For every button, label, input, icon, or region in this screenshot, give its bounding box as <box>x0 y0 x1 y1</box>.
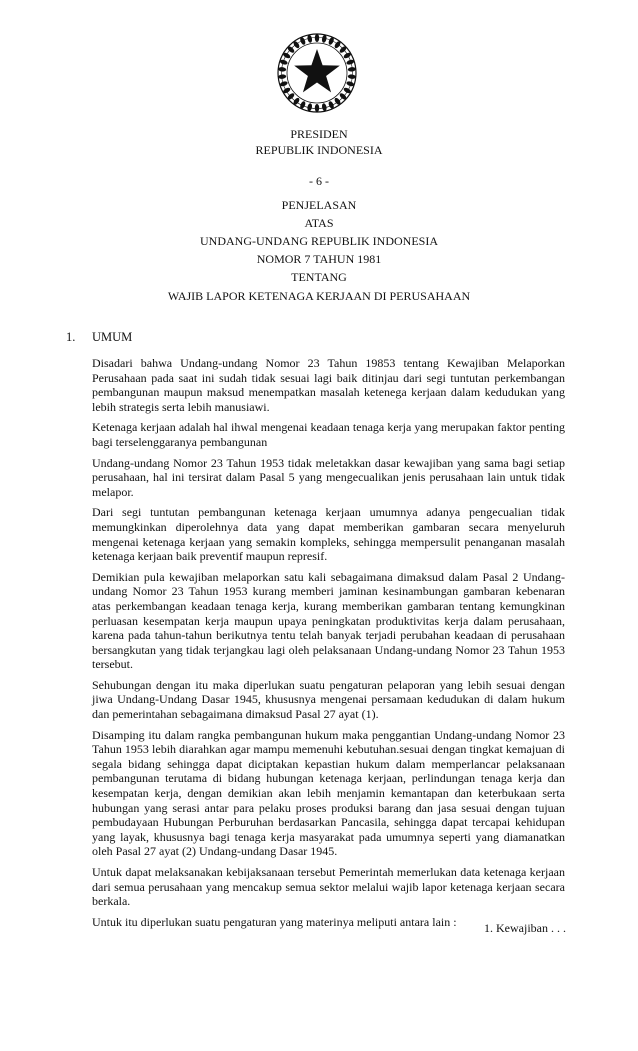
paragraph: Sehubungan dengan itu maka diperlukan suatu pengaturan pelaporan yang lebih sesuai dengan jiwa Undang-Undang Dasar 1945, khususnya mengenai persamaan kedudukan di dalam hukum dan pemerintahan sebagaimana dimaksud Pasal 27 ayat (1). <box>92 677 565 722</box>
page-number: - 6 - <box>309 174 329 188</box>
title-undang-undang: UNDANG-UNDANG REPUBLIK INDONESIA <box>200 234 438 248</box>
title-atas: ATAS <box>304 216 334 230</box>
paragraph: Disadari bahwa Undang-undang Nomor 23 Tahun 19853 tentang Kewajiban Melaporkan Perusahaan pada saat ini sudah tidak sesuai lagi baik ditinjau dari segi tuntutan perkembangan pembangunan maupun maksud menempatkan masalah ketenega kerjaan dalam kedudukan yang lebih strategis serta lebih manusiawi. <box>92 356 565 414</box>
page-continuation: 1. Kewajiban . . . <box>484 921 566 935</box>
presidential-emblem-icon <box>276 32 358 114</box>
paragraph: Untuk itu diperlukan suatu pengaturan yang materinya meliputi antara lain : <box>92 914 457 929</box>
paragraph: Undang-undang Nomor 23 Tahun 1953 tidak meletakkan dasar kewajiban yang sama bagi setiap perusahaan, hal ini tersirat dalam Pasal 5 yang mengecualikan jenis perusahaan lain untuk tidak melapor. <box>92 455 565 499</box>
header-republik-indonesia: REPUBLIK INDONESIA <box>255 143 383 157</box>
section-number: 1. <box>66 330 76 344</box>
title-nomor: NOMOR 7 TAHUN 1981 <box>256 252 382 266</box>
paragraph: Untuk dapat melaksanakan kebijaksanaan tersebut Pemerintah memerlukan data ketenaga kerjaan dari semua perusahaan yang mencakup semua sektor melalui wajib lapor ketenaga kerjaan secara berkala. <box>92 865 565 909</box>
section-body <box>92 356 565 935</box>
paragraph: Demikian pula kewajiban melaporkan satu kali sebagaimana dimaksud dalam Pasal 2 Undang-undang Nomor 23 Tahun 1953 kurang memberi jaminan kesinambungan gambaran kebenaran atas perkembangan keadaan tenaga kerja, kurang memberikan gambaran tentang kemungkinan perluasan kesempatan kerja maupun upaya peningkatan produktivitas kerja dalam perusahaan, karena pada tahun-tahun berikutnya tentu telah banyak terjadi perubahan keadaan di perusahaan bersangkutan yang tidak terjangkau lagi oleh pelaksanaan Undang-undang Nomor 23 Tahun 1953 tersebut. <box>92 569 565 672</box>
paragraph: Ketenaga kerjaan adalah hal ihwal mengenai keadaan tenaga kerja yang merupakan faktor penting bagi terselenggaranya pembangunan <box>92 420 565 449</box>
paragraph: Disamping itu dalam rangka pembangunan hukum maka penggantian Undang-undang Nomor 23 Tahun 1953 lebih diarahkan agar mampu memenuhi kebutuhan.sesuai dengan tingkat kemajuan di segala bidang sehingga dapat diciptakan kepastian hukum dalam memperlancar pelaksanaan pembangunan terutama di bidang hubungan ketenaga kerjaan, perlindungan tenaga kerja dan kesempatan kerja, dengan demikian akan lebih menjamin kemantapan dan keterbukaan serta hubungan yang serasi antar para pelaku proses produksi barang dan jasa sesuai dengan tujuan pembudayaan Hubungan Perburuhan berdasarkan Pancasila, sehingga dapat tercapai kehidupan yang layak, khususnya bagi tenaga kerja masyarakat pada umumnya seperti yang diamanatkan oleh Pasal 27 ayat (2) Undang-undang Dasar 1945. <box>92 727 565 859</box>
section-heading: UMUM <box>92 330 133 344</box>
header-presiden: PRESIDEN <box>290 127 348 141</box>
paragraph: Dari segi tuntutan pembangunan ketenaga kerjaan umumnya adanya pengecualian tidak memungkinkan diperolehnya data yang dapat memberikan gambaran secara menyeluruh mengenai ketenaga kerjaan yang semakin kompleks, sehingga mempersulit penanganan masalah ketenaga kerjaan baik preventif maupun represif. <box>92 505 565 564</box>
title-tentang: TENTANG <box>291 270 347 284</box>
title-penjelasan: PENJELASAN <box>281 198 357 212</box>
title-subject: WAJIB LAPOR KETENAGA KERJAAN DI PERUSAHAAN <box>167 289 471 303</box>
